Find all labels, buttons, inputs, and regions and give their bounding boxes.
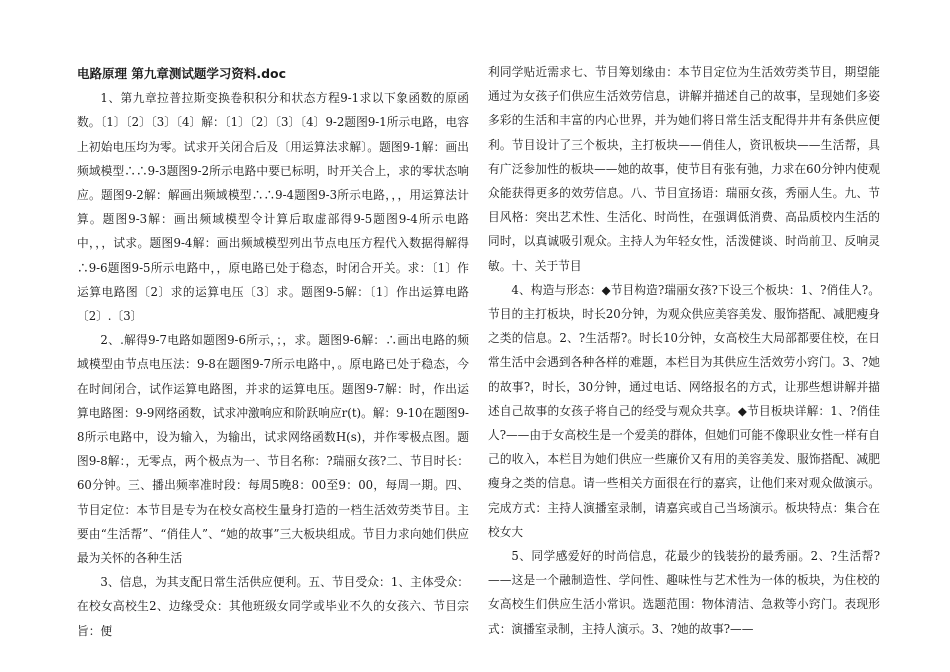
left-column (77, 62, 469, 643)
paragraph-4: 4、构造与形态：◆节目构造?瑞丽女孩?下设三个板块：1、?俏佳人?。节目的主打板块，时长20分钟，为观众供应美容美发、服饰搭配、减肥瘦身之类的信息。2、?生活帮?。时长10分钟，女高校生大局部都要住校，在日常生活中会遇到各种各样的难题，本栏目为其供应生活效劳小窍门。3、?她的故事?，时长，30分钟，通过电话、网络报名的方式，让那些想讲解并描述自己故事的女孩子将自己的经受与观众共享。◆节目板块详解：1、?俏佳人?——由于女高校生是一个爱美的群体，但她们可能不像职业女性一样有自己的收入，本栏目为她们供应一些廉价又有用的美容美发、服饰搭配、减肥瘦身之类的信息。请一些相关方面很在行的嘉宾，让他们来对观众做演示。完成方式：主持人演播室录制，请嘉宾或自己当场演示。板块特点：集合在校女大 (488, 282, 880, 539)
paragraph-2: 2、.解得9-7电路如题图9-6所示，；，求。题图9-6解：∴画出电路的频域模型由节点电压法：9-8在题图9-7所示电路中，。原电路已处于稳态，今在时间闭合，试作运算电路图，并求的运算电压。题图9-7解：时，作出运算电路图：9-9网络函数，试求冲激响应和阶跃响应r(t)。解：9-10在题图9-8所示电路中，设为输入，为输出，试求网络函数H(s)，并作零极点图。题图9-8解：，无零点，两个极点为一、节目名称：?瑞丽女孩?二、节目时长：60分钟。三、播出频率准时段：每周5晚8：00至9：00，每周一期。四、节目定位：本节目是专为在校女高校生量身打造的一档生活效劳类节目。主要由“生活帮”、“俏佳人”、“她的故事”三大板块组成。节目力求向她们供应最为关怀的各种生活 (77, 333, 469, 566)
paragraph-3: 3、信息，为其支配日常生活供应便利。五、节目受众：1、主体受众：在校女高校生2、边缘受众：其他班级女同学或毕业不久的女孩六、节目宗旨：便 (77, 575, 469, 638)
paragraph-1: 1、第九章拉普拉斯变换卷积积分和状态方程9-1求以下象函数的原函数。〔1〕〔2〕〔3〕〔4〕解：〔1〕〔2〕〔3〕〔4〕9-2题图9-1所示电路，电容上初始电压均为零。试求开关闭合后及〔用运算法求解〕。题图9-1解：画出频域模型∴∴9-3题图9-2所示电路中要已标明，时开关合上，求的零状态响应。题图9-2解：解画出频域模型∴∴9-4题图9-3所示电路，，，用运算法计算。题图9-3解：画出频域模型令计算后取虚部得9-5题图9-4所示电路中，，，试求。题图9-4解：画出频域模型列出节点电压方程代入数据得解得∴9-6题图9-5所示电路中，，原电路已处于稳态，时闭合开关。求：〔1〕作运算电路图〔2〕求的运算电压〔3〕求。题图9-5解：〔1〕作出运算电路〔2〕.〔3〕 (77, 91, 469, 324)
document-title: 电路原理 第九章测试题学习资料.doc (77, 66, 287, 81)
right-column (488, 60, 880, 641)
paragraph-3-continued: 利同学贴近需求七、节目筹划缘由：本节目定位为生活效劳类节目，期望能通过为女孩子们供应生活效劳信息，讲解并描述自己的故事，呈现她们多姿多彩的生活和丰富的内心世界，并为她们将日常生活支配得井井有条供应便利。节目设计了三个板块，主打板块——俏佳人，资讯板块——生活帮，具有广泛参加性的板块——她的故事，使节目有张有弛，力求在60分钟内使观众能获得更多的效劳信息。八、节目宣扬语：瑞丽女孩，秀丽人生。九、节目风格：突出艺术性、生活化、时尚性，在强调低消费、高品质校内生活的同时，以真诚吸引观众。主持人为年轻女性，活泼健谈、时尚前卫、反响灵敏。十、关于节目 (488, 65, 880, 273)
paragraph-5: 5、同学感爱好的时尚信息，花最少的钱装扮的最秀丽。2、?生活帮?——这是一个融制造性、学问性、趣味性与艺术性为一体的板块，为住校的女高校生们供应生活小常识。选题范围：物体清洁、急救等小窍门。表现形式：演播室录制，主持人演示。3、?她的故事?—— (488, 549, 880, 636)
